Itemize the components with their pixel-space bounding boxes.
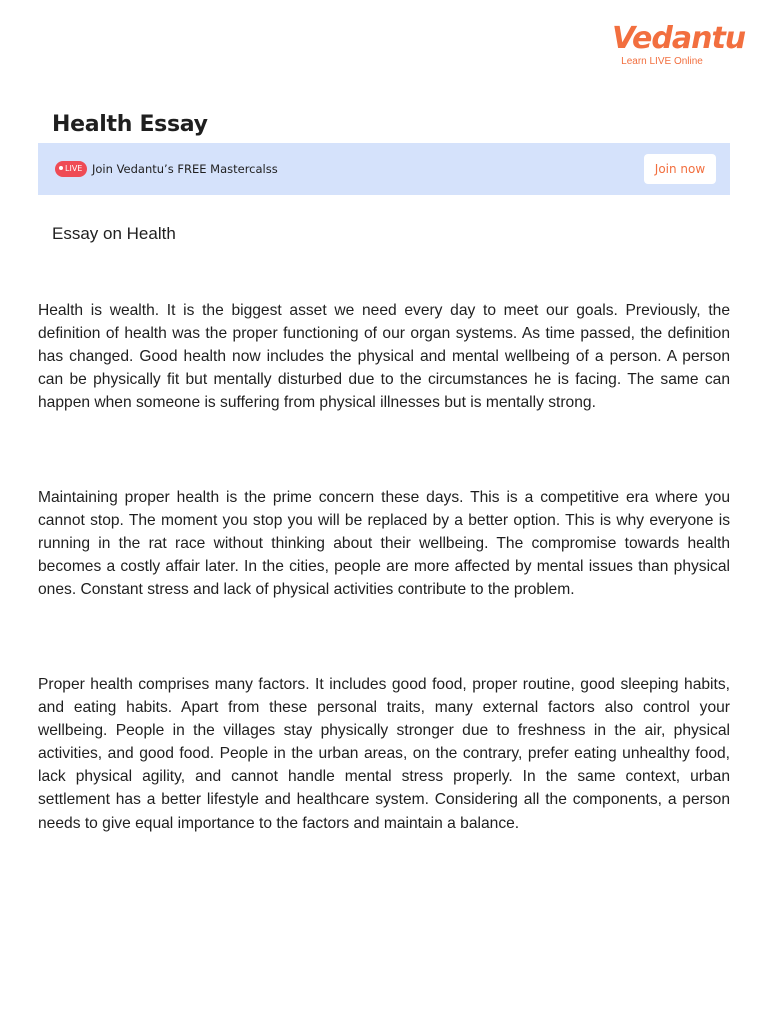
essay-paragraph-1: Health is wealth. It is the biggest asset we need every day to meet our goals. Previously, the definition of health was the proper functioning of our organ systems. As time passed, the definition has changed. Good health now includes the physical and mental wellbeing of a person. A person can be physically fit but mentally disturbed due to the circumstances he is facing. The same can happen when someone is suffering from physical illnesses but is mentally strong. (38, 302, 730, 412)
join-now-button[interactable]: Join now (644, 154, 716, 184)
banner-text: Join Vedantu’s FREE Mastercalss (92, 162, 278, 176)
logo-tagline: Learn LIVE Online (621, 56, 703, 67)
live-dot-icon (59, 166, 63, 170)
logo-wordmark: Vedantu (612, 21, 746, 56)
live-badge (55, 161, 87, 177)
page-title: Health Essay (52, 112, 208, 137)
essay-paragraph-3: Proper health comprises many factors. It includes good food, proper routine, good sleeping habits, and eating habits. Apart from these personal traits, many external factors also control your wellbeing. People in the villages stay physically stronger due to freshness in the air, physical activities, and good food. People in the urban areas, on the contrary, prefer eating unhealthy food, lack physical agility, and cannot handle mental stress properly. In the same context, urban settlement has a better lifestyle and healthcare system. Considering all the components, a person needs to give equal importance to the factors and maintain a balance. (38, 676, 730, 832)
masterclass-banner (38, 143, 730, 195)
essay-subtitle: Essay on Health (52, 224, 176, 243)
essay-paragraph-2: Maintaining proper health is the prime concern these days. This is a competitive era where you cannot stop. The moment you stop you will be replaced by a better option. This is why everyone is running in the rat race without thinking about their wellbeing. The compromise towards health becomes a costly affair later. In the cities, people are more affected by mental issues than physical ones. Constant stress and lack of physical activities contribute to the problem. (38, 489, 730, 599)
vedantu-logo[interactable] (612, 21, 746, 68)
live-badge-label: LIVE (65, 164, 83, 173)
